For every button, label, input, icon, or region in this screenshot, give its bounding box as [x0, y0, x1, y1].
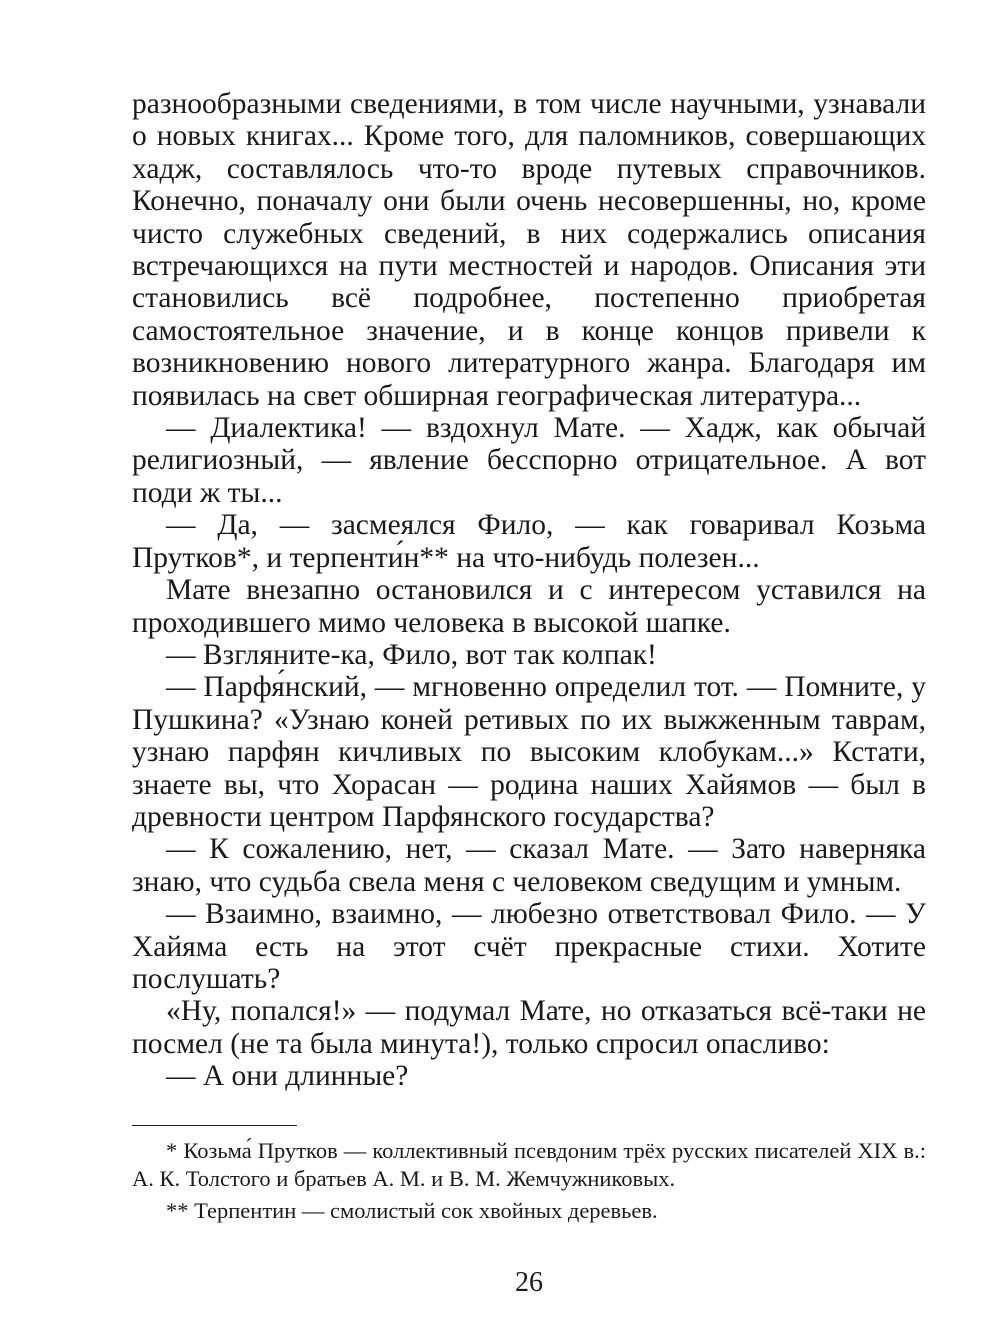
footnote: ** Терпентин — смолистый сок хвойных деревьев. [166, 1198, 658, 1223]
paragraph: — Парфя́нский, — мгновенно определил тот. — Помните, у Пушкина? «Узнаю коней ретивых по их выжженным таврам, узнаю парфян кичливых по высоким клобукам...» Кстати, знаете вы, что Хорасан — родина наших Хайямов — был в древности центром Парфянского государства? [132, 671, 926, 833]
paragraph: — К сожалению, нет, — сказал Мате. — Зато наверняка знаю, что судьба свела меня с человеком сведущим и умным. [132, 833, 926, 898]
main-text [132, 88, 926, 1093]
paragraph: — Диалектика! — вздохнул Мате. — Хадж, как обычай религиозный, — явление бесспорно отрицательное. А вот поди ж ты... [132, 412, 926, 509]
paragraph: «Ну, попался!» — подумал Мате, но отказаться всё-таки не посмел (не та была минута!), только спросил опасливо: [132, 995, 926, 1060]
paragraph: — А они длинные? [166, 1060, 409, 1093]
footnotes [132, 1137, 926, 1225]
page-number: 26 [515, 1267, 543, 1298]
paragraph: — Взаимно, взаимно, — любезно ответствовал Фило. — У Хайяма есть на этот счёт прекрасные стихи. Хотите послушать? [132, 898, 926, 995]
paragraph: — Да, — засмеялся Фило, — как говаривал Козьма Прутков*, и терпенти́н** на что-нибудь полезен... [132, 509, 926, 574]
paragraph: разнообразными сведениями, в том числе научными, узнавали о новых книгах... Кроме того, для паломников, совершающих хадж, составлялось что-то вроде путевых справочников. Конечно, поначалу они были очень несовершенны, но, кроме чисто служебных сведений, в них содержались описания встречающихся на пути местностей и народов. Описания эти становились всё подробнее, постепенно приобретая самостоятельное значение, и в конце концов привели к возникновению нового литературного жанра. Благодаря им появилась на свет обширная географическая литература... [132, 88, 926, 412]
footnote: * Козьма́ Прутков — коллективный псевдоним трёх русских писателей XIX в.: А. К. Толстого и братьев А. М. и В. М. Жемчужниковых. [132, 1138, 926, 1191]
footnote-divider [132, 1125, 297, 1126]
paragraph: Мате внезапно остановился и с интересом уставился на проходившего мимо человека в высокой шапке. [132, 574, 926, 639]
paragraph: — Взгляните-ка, Фило, вот так колпак! [166, 638, 657, 671]
